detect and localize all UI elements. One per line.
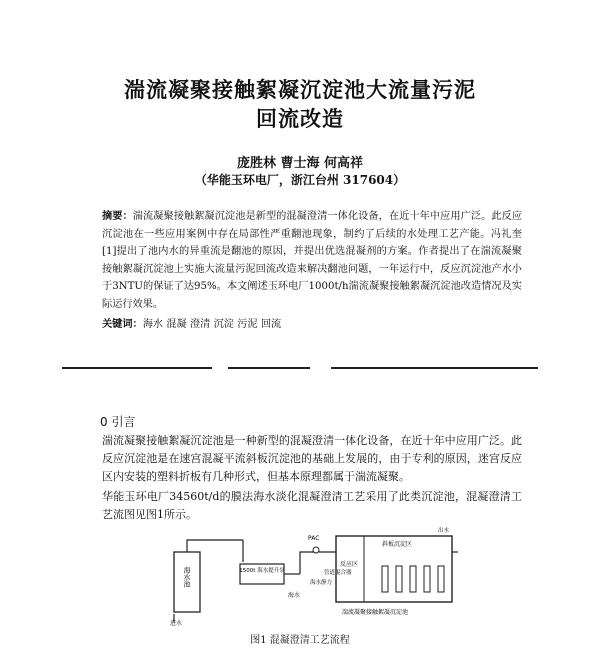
pump-box [240,564,284,584]
reaction-zone-label: 反应区 [340,561,359,568]
title-line-1: 湍流凝聚接触絮凝沉淀池大流量污泥 [124,78,476,102]
process-flow-diagram [168,522,458,626]
seawater-pool-label: 海水池 [183,566,191,588]
abstract-text: 湍流凝聚接触絮凝沉淀池是新型的混凝澄清一体化设备，在近十年中应用广泛。此反应沉淀池在一些应用案例中存在局部性严重翻池现象，制约了后续的水处理工艺产能。冯礼奎[1]提出了池内水的异重流是翻池的原因，并提出优选混凝剂的方案。作者提出了在湍流凝聚接触絮凝沉淀池上实施大流量污泥回流改造来解决翻池问题，一年运行中，反应沉淀池产水小于3NTU的保证了达95%。本文阐述玉环电厂1000t/h湍流凝聚接触絮凝沉淀池改造情况及实际运行效果。 [102,211,523,310]
keywords-label: 关键词： [102,319,143,330]
tank-label: 湍流凝聚接触絮凝沉淀池 [342,609,409,616]
plate-2 [396,566,402,592]
divider-middle [228,367,310,369]
affiliation: （华能玉环电厂，浙江台州 317604） [194,173,406,187]
paragraph-1: 湍流凝聚接触絮凝沉淀池是一种新型的混凝澄清一体化设备，在近十年中应用广泛。此反应沉淀池是在速宫混凝平流斜板沉淀池的基础上发展的，由于专利的原因，迷宫反应区内安装的塑料折板有几种形式，但基本原理都属于湍流凝聚。 [102,434,522,483]
dosing-point-icon [313,547,319,553]
body-paragraph-1 [102,432,522,486]
flow-line-top [187,540,243,552]
outlet-label: 出水 [438,528,450,534]
section-heading: 0 引言 [100,415,136,429]
pump-label: 1500t 海水提升泵 [239,568,285,574]
plate-4 [424,566,430,592]
plate-5 [438,566,444,592]
flow-line-up [300,552,314,574]
flocculant-label: 海水静力 [310,580,333,586]
divider-right [331,367,538,369]
paragraph-2: 华能玉环电厂34560t/d的膜法海水淡化混凝澄清工艺采用了此类沉淀池，混凝澄清工艺流图见图1所示。 [102,490,522,521]
title-line-2: 回流改造 [256,107,344,131]
settling-zone-label: 斜板沉淀区 [382,541,413,548]
static-mixer-label: 管道混合器 [324,570,352,576]
feed-line-label: 海水 [288,592,301,599]
inlet-label: 进水 [170,620,183,626]
keywords [102,315,281,330]
figure-caption: 图1 混凝澄清工艺流程 [250,635,350,646]
abstract [102,208,522,313]
abstract-label: 摘要： [102,211,133,222]
authors: 庞胜林 曹士海 何高祥 [236,156,364,171]
keywords-text: 海水 混凝 澄清 沉淀 污泥 回流 [142,319,282,330]
plate-1 [382,566,388,592]
dosing-label: PAC [308,535,320,542]
body-paragraph-2 [102,488,522,524]
plate-3 [410,566,416,592]
divider-left [62,367,212,369]
